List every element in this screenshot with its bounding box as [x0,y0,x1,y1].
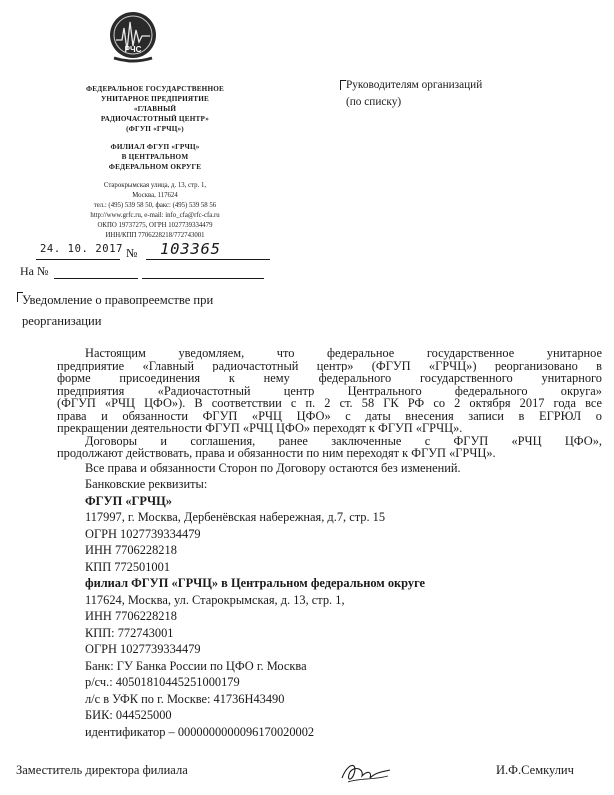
reference-underline-2 [142,278,264,279]
subject-line: реорганизации [22,314,102,328]
reference-underline-1 [54,278,138,279]
body-line: (ФГУП «РЧЦ ЦФО»). В соответствии с п. 2 ст. 58 ГК РФ со 2 октября 2017 года все [57,397,602,410]
org2-inn: ИНН 7706228218 [85,609,177,623]
org1-ogrn: ОГРН 1027739334479 [85,526,201,541]
org2-bik: БИК: 044525000 [85,708,172,722]
branch-web-line: http://www.grfc.ru, e-mail: info_cfa@rfc-cfa.ru [90,212,220,219]
branch-contacts-line: тел.: (495) 539 58 50, факс: (495) 539 58 56 [93,202,217,209]
addressee-line: Руководителям организаций [346,79,483,91]
org1-name: ФГУП «ГРЧЦ» [85,493,172,508]
branch-name-line: В ЦЕНТРАЛЬНОМ [121,153,189,161]
body-line: предприятия «Радиочастотный центр Центрального федерального округа» [57,384,602,397]
org1-inn: ИНН 7706228218 [85,543,177,557]
number-underline [146,259,270,260]
org2-personal-account: л/с в УФК по г. Москве: 41736Н43490 [85,691,285,706]
handwritten-signature [338,758,394,786]
addressee-note: (по списку) [346,96,402,108]
org-name-line: УНИТАРНОЕ ПРЕДПРИЯТИЕ [100,95,210,103]
org-name-line: РАДИОЧАСТОТНЫЙ ЦЕНТР» [100,115,210,123]
org2-bank: Банк: ГУ Банка России по ЦФО г. Москва [85,658,307,673]
org-name-line: ФЕДЕРАЛЬНОЕ ГОСУДАРСТВЕННОЕ [85,85,225,93]
number-sign: № [126,246,138,260]
subject-line: Уведомление о правопреемстве при [22,293,214,307]
branch-name-line: ФИЛИАЛ ФГУП «ГРЧЦ» [110,143,200,151]
branch-inn-line: ИНН/КПП 7706228218/772743001 [105,232,205,239]
body-line: форме присоединения к нему федерального государственного унитарного [57,372,602,385]
signer-name: И.Ф.Семкулич [496,763,574,777]
logo-text: РЧС [124,45,142,54]
signer-position: Заместитель директора филиала [16,763,188,777]
body-line: предприятие «Главный радиочастотный центр» (ФГУП «ГРЧЦ») реорганизовано в [57,359,602,372]
branch-name-line: ФЕДЕРАЛЬНОМ ОКРУГЕ [108,163,202,171]
branch-okpo-line: ОКПО 19737275, ОГРН 1027739334479 [97,222,213,229]
body-line: продолжают действовать, права и обязанности по ним переходят к ФГУП «ГРЧЦ». [57,446,496,460]
org2-address: 117624, Москва, ул. Старокрымская, д. 13, стр. 1, [85,592,345,607]
bank-details-title: Банковские реквизиты: [85,477,208,491]
registration-date: 24. 10. 2017 [40,243,124,255]
org2-identifier: идентификатор – 0000000000096170020002 [85,724,315,739]
body-line: Все права и обязанности Сторон по Договору остаются без изменений. [85,460,461,475]
org2-account: р/сч.: 40501810445251000179 [85,675,240,689]
body-line: Настоящим уведомляем, что федеральное государственное унитарное [85,347,602,360]
org2-ogrn: ОГРН 1027739334479 [85,642,201,656]
registration-number: 103365 [160,240,221,258]
body-line: права и обязанности ФГУП «РЧЦ ЦФО» с даты внесения записи в ЕГРЮЛ о [57,409,602,422]
body-line: прекращении деятельности ФГУП «РЧЦ ЦФО» переходят к ФГУП «ГРЧЦ». [57,421,463,435]
letter-body [57,347,602,740]
branch-address-line: Москва, 117624 [132,192,178,199]
org-name-line: «ГЛАВНЫЙ [133,105,177,113]
organization-logo [108,10,158,68]
body-line: Договоры и соглашения, ранее заключенные с ФГУП «РЧЦ ЦФО», [85,434,602,447]
org2-name: филиал ФГУП «ГРЧЦ» в Центральном федеральном округе [85,576,426,590]
date-underline [36,259,120,260]
org1-kpp: КПП 772501001 [85,559,171,574]
branch-address-line: Старокрымская улица, д. 13, стр. 1, [103,182,207,189]
org-name-line: (ФГУП «ГРЧЦ») [126,125,184,133]
org1-address: 117997, г. Москва, Дербенёвская набережная, д.7, стр. 15 [85,510,386,524]
reference-label: На № [20,264,49,278]
org2-kpp: КПП: 772743001 [85,625,174,640]
